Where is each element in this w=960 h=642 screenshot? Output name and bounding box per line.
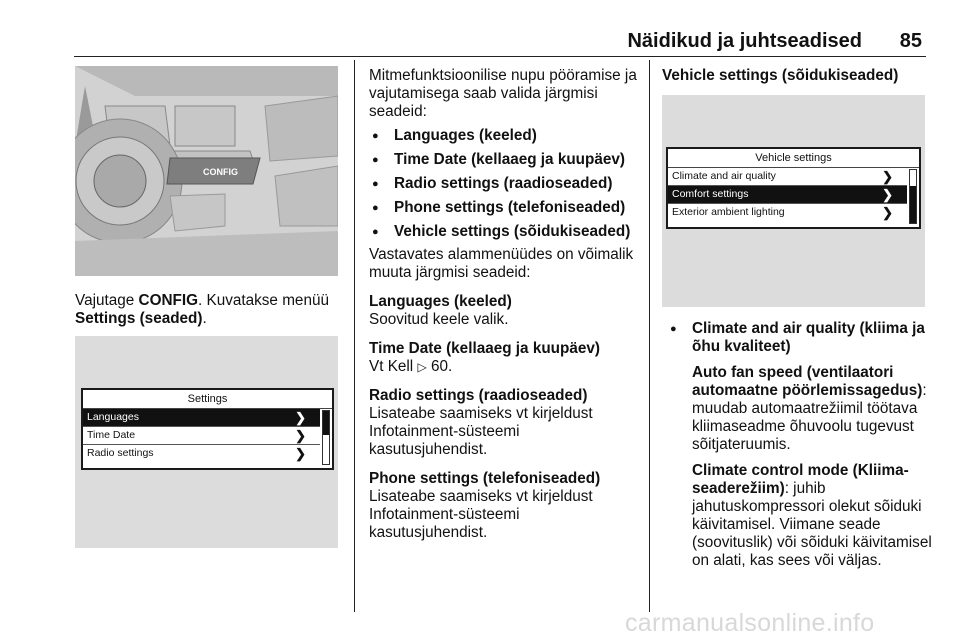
screen-title: Settings xyxy=(83,390,332,409)
menu-item-comfort xyxy=(668,186,907,204)
scrollbar-thumb xyxy=(323,411,329,435)
col2-intro: Mitmefunktsioonilise nupu pööramise ja vajutamisega saab valida järgmisi seadeid: xyxy=(369,67,637,120)
menu-item-label: Languages xyxy=(87,411,139,423)
menu-item-languages xyxy=(83,409,320,427)
col1-intro xyxy=(75,292,345,328)
screen-title: Vehicle settings xyxy=(668,149,919,168)
settings-screen-illustration xyxy=(75,336,338,548)
chevron-right-icon: ❯ xyxy=(295,428,306,443)
vehicle-settings-display xyxy=(666,147,921,229)
settings-bullet-list xyxy=(369,127,641,247)
auto-fan-speed-paragraph xyxy=(692,364,932,454)
section-heading-time-date: Time Date (kellaaeg ja kuupäev) xyxy=(369,340,600,357)
section-body-languages: Soovitud keele valik. xyxy=(369,311,509,328)
intro-text-end: . xyxy=(202,310,207,327)
chevron-right-icon: ❯ xyxy=(882,205,893,220)
chevron-right-icon: ❯ xyxy=(295,410,306,425)
col3-body xyxy=(662,320,932,570)
bullet-languages: ● Languages (keeled) xyxy=(369,127,641,151)
auto-fan-speed-term: Auto fan speed (ventilaatori automaatne pöörlemissagedus) xyxy=(692,364,923,399)
watermark: carmanualsonline.info xyxy=(625,609,875,637)
config-button-photo xyxy=(75,66,338,276)
page-header-title: Näidikud ja juhtseadised xyxy=(627,30,862,52)
climate-control-mode-term: Climate control mode (Kliima-seaderežiim) xyxy=(692,462,909,497)
bullet-vehicle-settings: ● Vehicle settings (sõidukiseaded) xyxy=(369,223,641,247)
menu-item-radio-settings xyxy=(83,445,320,462)
bullet-radio-settings: ● Radio settings (raadioseaded) xyxy=(369,175,641,199)
settings-display xyxy=(81,388,334,470)
menu-item-climate xyxy=(668,168,907,186)
auto-fan-speed-desc: : muudab automaatrežiimil töötava kliimaseadme õhuvoolu tugevust sõitjateruumis. xyxy=(692,382,927,453)
column-divider-2 xyxy=(649,60,650,612)
col3-heading-wrap xyxy=(662,67,932,85)
scrollbar-thumb xyxy=(910,186,916,223)
bullet-time-date: ● Time Date (kellaaeg ja kuupäev) xyxy=(369,151,641,175)
menu-item-label: Radio settings xyxy=(87,447,154,459)
section-body-time-date xyxy=(369,358,641,376)
menu-item-label: Climate and air quality xyxy=(672,170,776,182)
section-body-phone-settings: Lisateabe saamiseks vt kirjeldust Infotainment-süsteemi kasutusjuhendist. xyxy=(369,488,593,541)
menu-item-time-date xyxy=(83,427,320,445)
bullet-dot: ● xyxy=(670,323,677,335)
scrollbar xyxy=(322,410,330,465)
climate-control-mode-desc: : juhib jahutuskompressori olekut sõiduki käivitamisel. Viimane seade (soovituslik) või sõiduki käivitamisel on alati, kas sees või väljas. xyxy=(692,480,932,569)
submenu-intro: Vastavates alammenüüdes on võimalik muuta järgmisi seadeid: xyxy=(369,246,634,281)
settings-term: Settings (seaded) xyxy=(75,310,203,327)
reference-text: Vt Kell xyxy=(369,358,418,375)
col2 xyxy=(369,67,641,542)
bullet-phone-settings: ● Phone settings (telefoniseaded) xyxy=(369,199,641,223)
climate-bullet-heading: Climate and air quality (kliima ja õhu kvaliteet) xyxy=(692,320,925,355)
intro-paragraph xyxy=(75,292,345,328)
section-heading-phone-settings: Phone settings (telefoniseaded) xyxy=(369,470,601,487)
intro-text-mid: . Kuvatakse menüü xyxy=(198,292,329,309)
menu-item-label: Comfort settings xyxy=(672,188,749,200)
menu-item-label: Time Date xyxy=(87,429,136,441)
dashboard-illustration xyxy=(75,66,338,276)
climate-bullet xyxy=(662,320,932,570)
section-heading-languages: Languages (keeled) xyxy=(369,293,512,310)
chevron-right-icon: ❯ xyxy=(295,446,306,461)
column-divider-1 xyxy=(354,60,355,612)
header-rule xyxy=(74,56,926,57)
vehicle-settings-heading: Vehicle settings (sõidukiseaded) xyxy=(662,67,899,84)
climate-control-mode-paragraph xyxy=(692,462,932,570)
page-reference-icon: ▷ xyxy=(417,360,427,374)
chevron-right-icon: ❯ xyxy=(882,169,893,184)
page-reference-number: 60. xyxy=(430,358,453,375)
scrollbar xyxy=(909,169,917,224)
config-term: CONFIG xyxy=(138,292,199,309)
menu-item-label: Exterior ambient lighting xyxy=(672,206,785,218)
section-body-radio-settings: Lisateabe saamiseks vt kirjeldust Infotainment-süsteemi kasutusjuhendist. xyxy=(369,405,593,458)
page-number: 85 xyxy=(899,30,922,52)
section-heading-radio-settings: Radio settings (raadioseaded) xyxy=(369,387,588,404)
vehicle-settings-screen-illustration xyxy=(662,95,925,307)
config-button-label: CONFIG xyxy=(203,167,238,177)
menu-item-exterior-lighting xyxy=(668,204,907,221)
intro-text-pre: Vajutage xyxy=(75,292,139,309)
chevron-right-icon: ❯ xyxy=(882,187,893,202)
